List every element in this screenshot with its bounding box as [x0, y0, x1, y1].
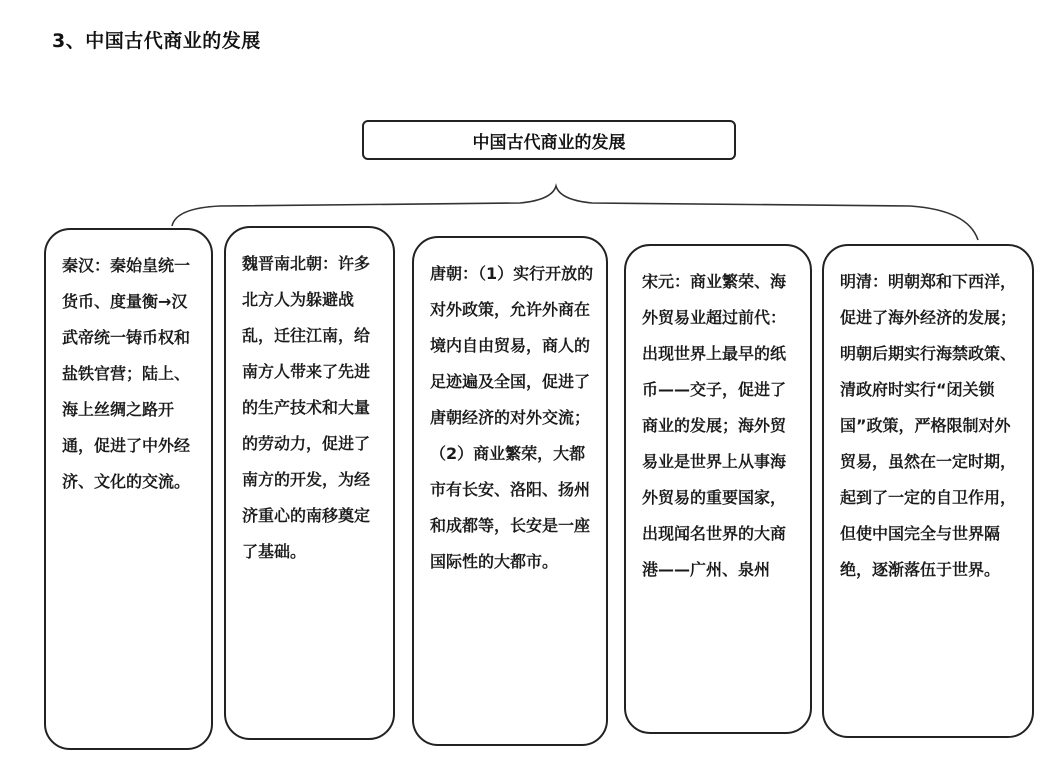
card-qin-han: [44, 228, 213, 750]
page-heading: 3、中国古代商业的发展: [52, 30, 261, 52]
root-node-label: 中国古代商业的发展: [472, 132, 626, 153]
card-song-yuan: [624, 244, 812, 734]
card-wei-jin: [224, 226, 395, 740]
card-tang: [412, 236, 608, 746]
card-ming-qing: [822, 244, 1034, 738]
card-wei-jin-text: 魏晋南北朝：许多北方人为躲避战乱，迁往江南，给南方人带来了先进的生产技术和大量的劳动力，促进了南方的开发，为经济重心的南移奠定了基础。: [242, 254, 371, 561]
card-song-yuan-text: 宋元：商业繁荣、海外贸易业超过前代：出现世界上最早的纸币——交子，促进了商业的发展；海外贸易业是世界上从事海外贸易的重要国家，出现闻名世界的大商港——广州、泉州: [642, 272, 787, 579]
card-qin-han-text: 秦汉：秦始皇统一货币、度量衡→汉武帝统一铸币权和盐铁官营；陆上、海上丝绸之路开通，促进了中外经济、文化的交流。: [62, 256, 191, 491]
card-ming-qing-text: 明清：明朝郑和下西洋，促进了海外经济的发展；明朝后期实行海禁政策、清政府时实行“闭关锁国”政策，严格限制对外贸易，虽然在一定时期，起到了一定的自卫作用，但使中国完全与世界隔绝，逐渐落伍于世界。: [840, 272, 1017, 579]
card-tang-text: 唐朝：（1）实行开放的对外政策，允许外商在境内自由贸易，商人的足迹遍及全国，促进了唐朝经济的对外交流；（2）商业繁荣，大都市有长安、洛阳、扬州和成都等，长安是一座国际性的大都市。: [430, 264, 594, 571]
